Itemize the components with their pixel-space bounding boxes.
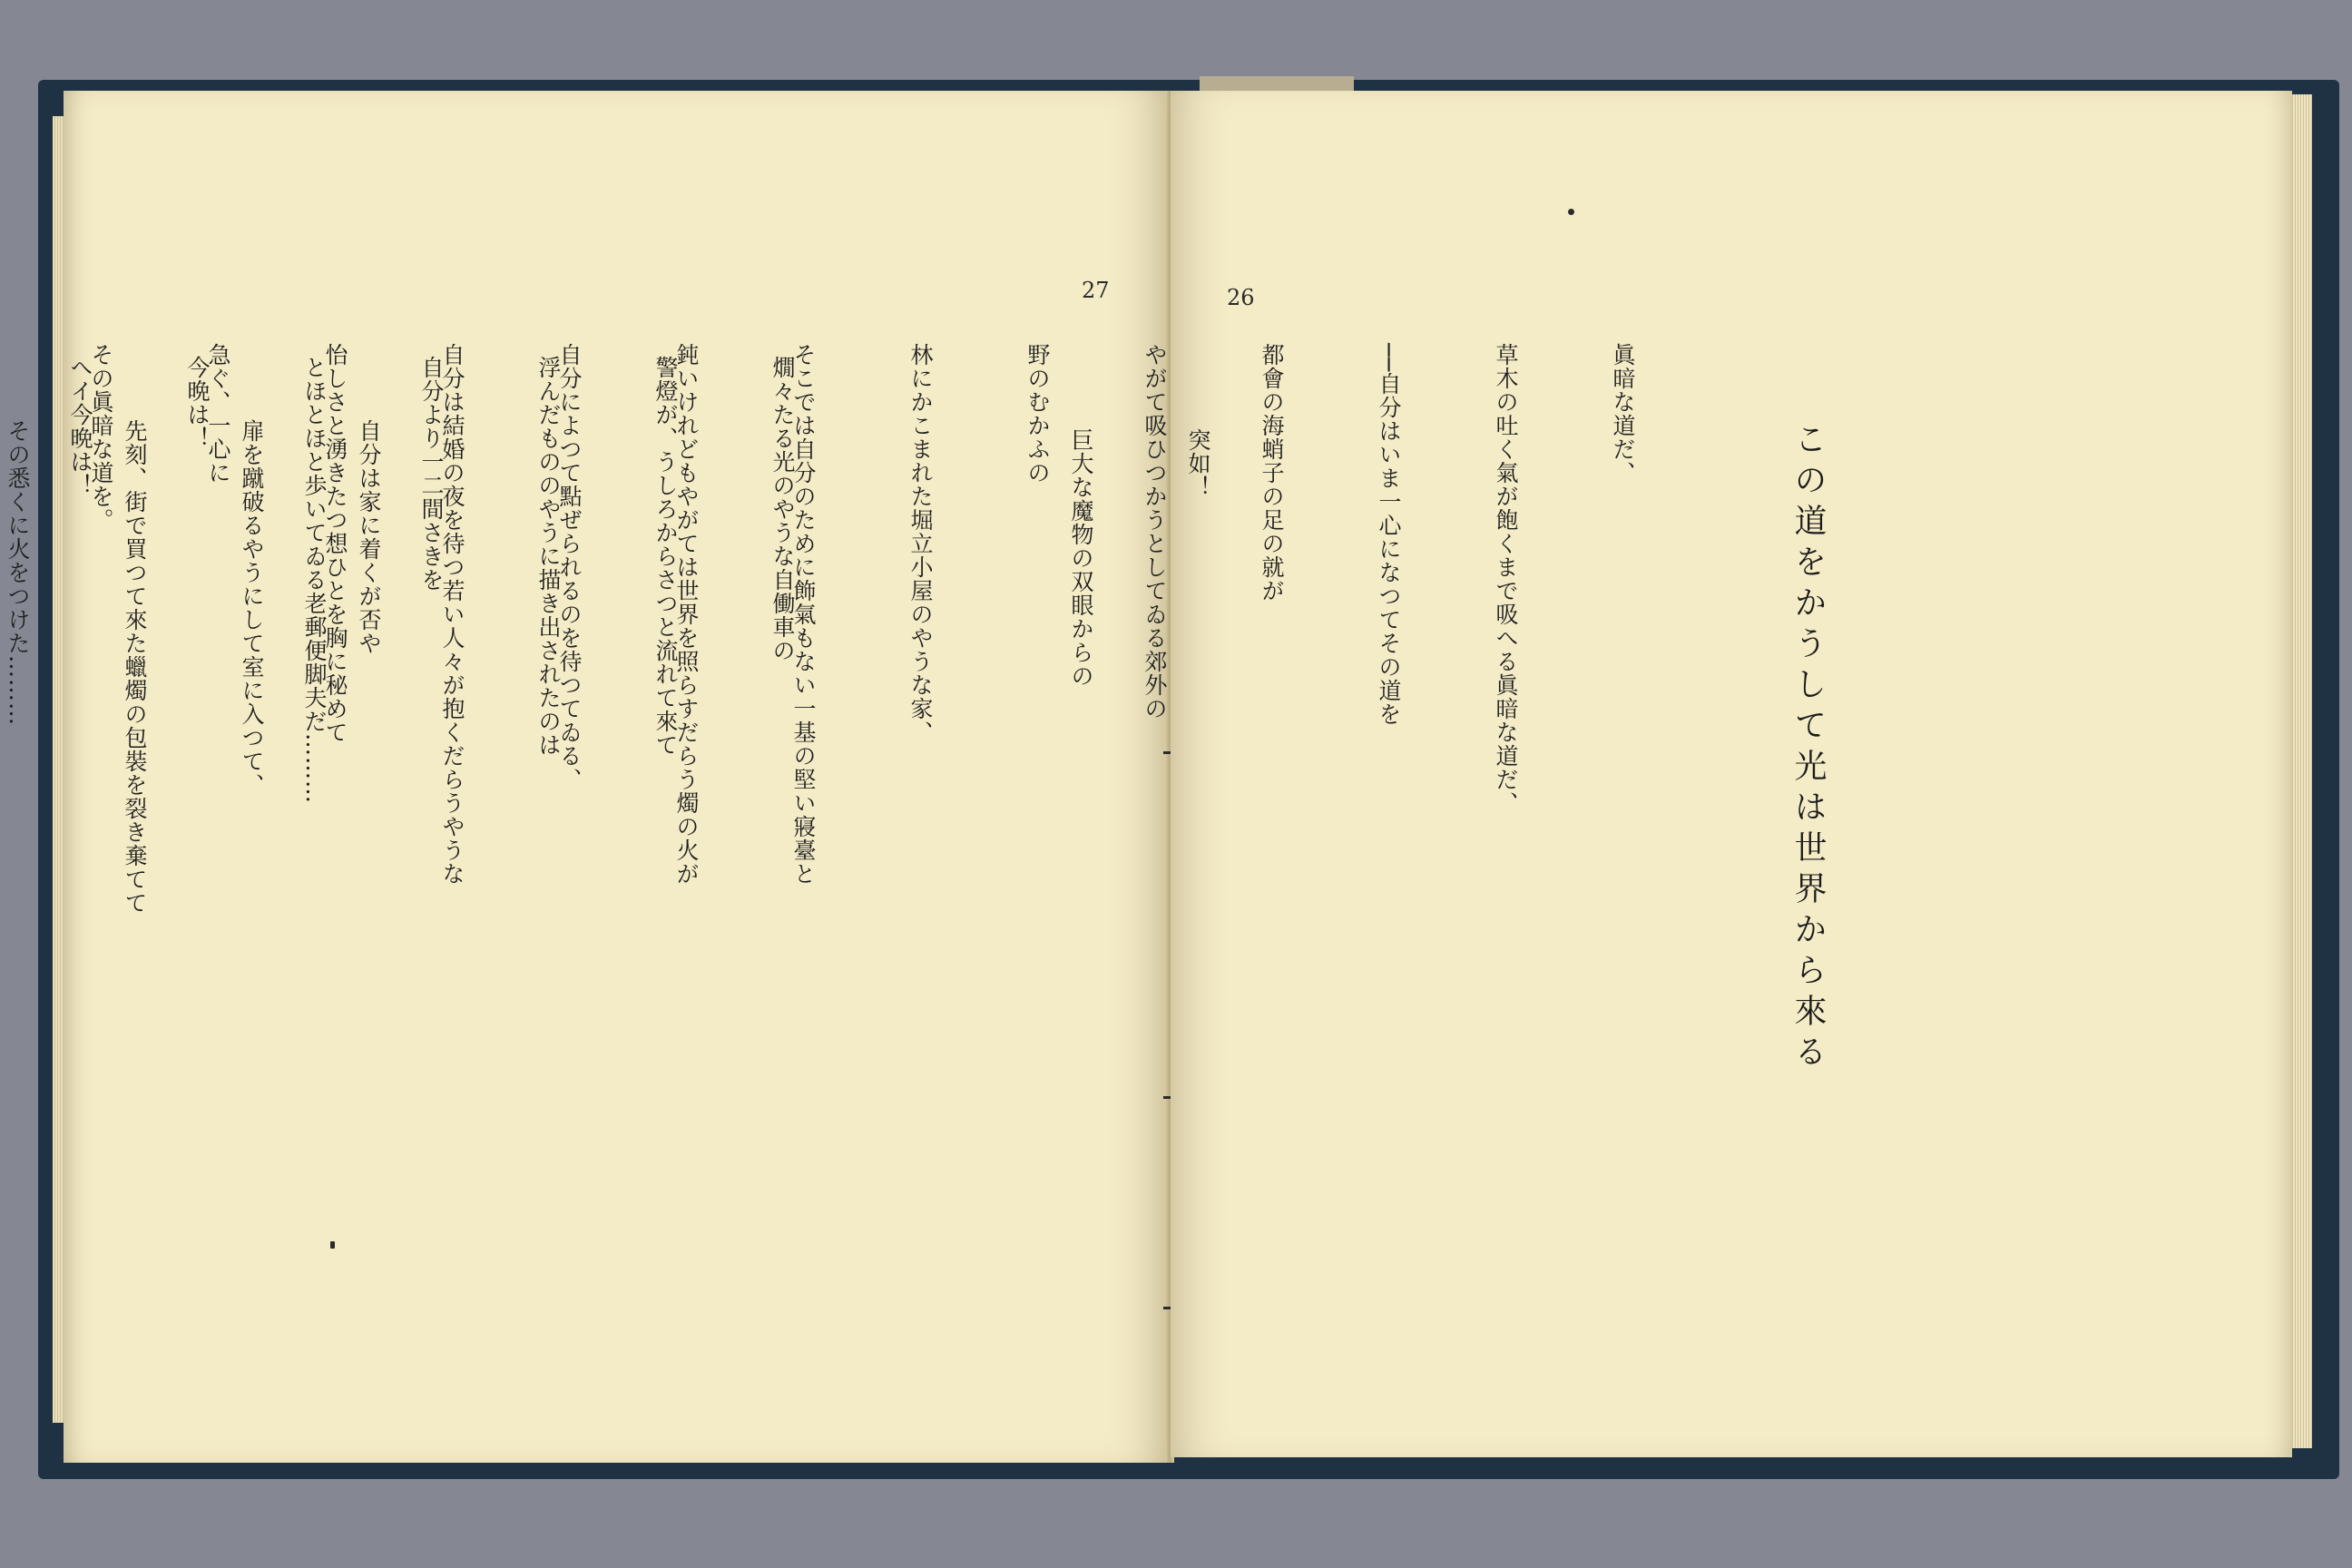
page-number-26: 26 xyxy=(1227,285,1255,310)
ink-mark xyxy=(330,1241,335,1249)
poem-title: この道をかうして光は世界から來る xyxy=(1789,422,1827,1075)
text-line: 燗々たる光のやうな自働車の xyxy=(769,356,796,662)
text-line: そこでは自分のために飾氣もない一基の堅い寢臺と xyxy=(790,343,817,886)
text-line: 鈍いけれどもやがては世界を照らすだらう燭の火が xyxy=(673,343,700,886)
text-line: やがて吸ひつかうとしてゐる郊外の xyxy=(1142,343,1168,720)
text-line: 野のむかふの xyxy=(1024,343,1051,485)
page-number-27: 27 xyxy=(1082,278,1110,303)
text-line: 草木の吐く氣が飽くまで吸へる眞暗な道だ、 xyxy=(1493,343,1519,815)
text-line: 怡しさと湧きたつ想ひとを胸に秘めて xyxy=(322,343,348,744)
text-line: 突如！ xyxy=(1185,428,1211,499)
text-line: 扉を蹴破るやうにして室に入つて、 xyxy=(239,419,265,797)
right-stanza-1 xyxy=(4,343,1720,886)
text-line: へイ今晩は！ xyxy=(67,356,93,497)
text-line: 警燈が、うしろからさつと流れて來て xyxy=(652,356,679,757)
text-line: ──自分はいま一心になつてその道を xyxy=(1376,343,1402,727)
text-line: 林にかこまれた堀立小屋のやうな家、 xyxy=(907,343,934,744)
text-line: 自分より一二間さきを xyxy=(418,356,445,592)
text-line: 自分は結婚の夜を待つ若い人々が抱くだらうやうな xyxy=(439,343,466,886)
text-line: 急ぐ、一心に xyxy=(205,343,231,485)
text-line: 眞暗な道だ、 xyxy=(1610,343,1636,485)
right-stanza-2 xyxy=(984,428,1296,688)
text-line: その悉くに火をつけた……… xyxy=(5,419,31,726)
text-line: 巨大な魔物の双眼からの xyxy=(1068,428,1094,688)
text-line: 今晩は！ xyxy=(184,356,211,450)
text-line: 浮んだもののやうに描き出されたのは xyxy=(535,356,562,757)
text-line: とほとほと歩いてゐる老郵便脚夫だ……… xyxy=(301,356,328,804)
text-line: 都會の海蛸子の足の就が xyxy=(1259,343,1285,603)
text-line: 先刻、街で買つて來た蠟燭の包裝を裂き棄てて xyxy=(122,419,148,915)
text-line: 自分は家に着くが否や xyxy=(356,419,382,655)
ink-dot xyxy=(1568,209,1574,215)
text-line: その眞暗な道を。 xyxy=(88,343,114,532)
text-line: 自分によつて點ぜられるのを待つてゐる、 xyxy=(556,343,583,791)
